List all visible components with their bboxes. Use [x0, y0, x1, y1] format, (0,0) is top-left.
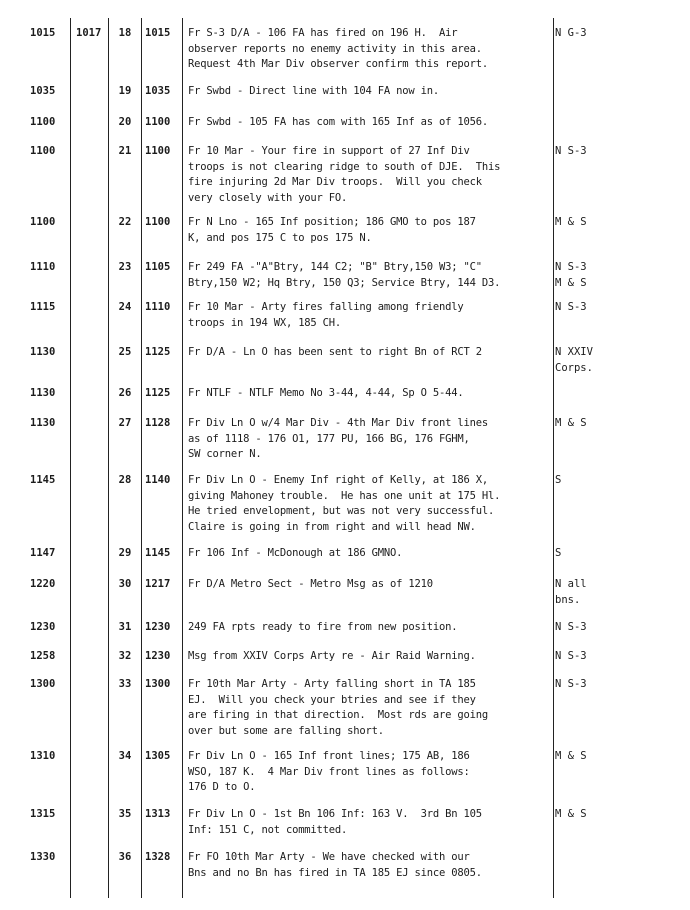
entry-msg-time: 1300 — [145, 678, 171, 690]
entry-distribution: S — [555, 547, 562, 559]
entry-text: Fr 106 Inf - McDonough at 186 GMNO. — [188, 547, 403, 559]
entry-distribution: N S-3 — [555, 650, 587, 662]
entry-number: 35 — [118, 808, 132, 820]
entry-distribution: M & S — [555, 750, 587, 762]
entry-distribution: M & S — [555, 808, 587, 820]
entry-number: 18 — [118, 27, 132, 39]
entry-number: 32 — [118, 650, 132, 662]
entry-msg-time: 1110 — [145, 301, 171, 313]
entry-text: Fr FO 10th Mar Arty - We have checked with our Bns and no Bn has fired in TA 185 EJ since 0805. — [188, 851, 482, 879]
entry-msg-time: 1305 — [145, 750, 171, 762]
entry-msg-time: 1313 — [145, 808, 171, 820]
entry-text: Fr Div Ln O - Enemy Inf right of Kelly, at 186 X, giving Mahoney trouble. He has one unit at 175 Hl. He tried envelopment, but was not very successful. Claire is going in from right and will head NW. — [188, 474, 501, 533]
entry-number: 21 — [118, 145, 132, 157]
entry-text: Fr 10 Mar - Your fire in support of 27 Inf Div troops is not clearing ridge to south of DJE. This fire injuring 2d Mar Div troops. Will you check very closely with your FO. — [188, 145, 501, 204]
entry-distribution: M & S — [555, 417, 587, 429]
entry-msg-time: 1140 — [145, 474, 171, 486]
entry-text: Fr Div Ln O - 1st Bn 106 Inf: 163 V. 3rd Bn 105 Inf: 151 C, not committed. — [188, 808, 482, 836]
entry-distribution: M & S — [555, 216, 587, 228]
entry-time: 1300 — [30, 678, 56, 690]
entry-number: 34 — [118, 750, 132, 762]
entry-msg-time: 1100 — [145, 216, 171, 228]
entry-text: Msg from XXIV Corps Arty re - Air Raid Warning. — [188, 650, 476, 662]
entry-distribution: N all bns. — [555, 578, 587, 606]
entry-text: Fr D/A Metro Sect - Metro Msg as of 1210 — [188, 578, 433, 590]
entry-msg-time: 1217 — [145, 578, 171, 590]
entry-time: 1110 — [30, 261, 56, 273]
entry-time: 1035 — [30, 85, 56, 97]
entry-number: 20 — [118, 116, 132, 128]
entry-text: Fr Div Ln O - 165 Inf front lines; 175 AB, 186 WSO, 187 K. 4 Mar Div front lines as follows: 176 D to O. — [188, 750, 470, 794]
entry-msg-time: 1328 — [145, 851, 171, 863]
entry-text: 249 FA rpts ready to fire from new position. — [188, 621, 458, 633]
entry-msg-time: 1100 — [145, 116, 171, 128]
entry-text: Fr N Lno - 165 Inf position; 186 GMO to pos 187 K, and pos 175 C to pos 175 N. — [188, 216, 476, 244]
entry-time: 1330 — [30, 851, 56, 863]
entry-number: 23 — [118, 261, 132, 273]
entry-msg-time: 1105 — [145, 261, 171, 273]
column-rule — [182, 18, 183, 898]
entry-distribution: N XXIV Corps. — [555, 346, 593, 374]
entry-time: 1100 — [30, 145, 56, 157]
column-rule — [108, 18, 109, 898]
entry-msg-time: 1035 — [145, 85, 171, 97]
entry-distribution: N G-3 — [555, 27, 587, 39]
entry-time: 1258 — [30, 650, 56, 662]
entry-text: Fr Swbd - 105 FA has com with 165 Inf as of 1056. — [188, 116, 488, 128]
entry-number: 27 — [118, 417, 132, 429]
entry-number: 26 — [118, 387, 132, 399]
entry-text: Fr D/A - Ln O has been sent to right Bn of RCT 2 — [188, 346, 482, 358]
entry-time: 1230 — [30, 621, 56, 633]
entry-msg-time: 1100 — [145, 145, 171, 157]
entry-distribution: N S-3 — [555, 145, 587, 157]
entry-number: 24 — [118, 301, 132, 313]
entry-text: Fr 10th Mar Arty - Arty falling short in TA 185 EJ. Will you check your btries and see if they are firing in that direction. Most rds are going over but some are falling short. — [188, 678, 488, 737]
column-rule — [141, 18, 142, 898]
entry-text: Fr NTLF - NTLF Memo No 3-44, 4-44, Sp O 5-44. — [188, 387, 464, 399]
entry-distribution: N S-3 — [555, 301, 587, 313]
entry-text: Fr Swbd - Direct line with 104 FA now in. — [188, 85, 439, 97]
entry-time: 1115 — [30, 301, 56, 313]
column-rule — [70, 18, 71, 898]
entry-msg-time: 1145 — [145, 547, 171, 559]
entry-number: 25 — [118, 346, 132, 358]
entry-time: 1147 — [30, 547, 56, 559]
entry-time: 1130 — [30, 417, 56, 429]
entry-number: 33 — [118, 678, 132, 690]
entry-number: 36 — [118, 851, 132, 863]
entry-number: 22 — [118, 216, 132, 228]
entry-distribution: N S-3 M & S — [555, 261, 587, 289]
entry-number: 30 — [118, 578, 132, 590]
entry-time: 1015 — [30, 27, 56, 39]
entry-msg-time: 1230 — [145, 650, 171, 662]
entry-number: 31 — [118, 621, 132, 633]
entry-time: 1315 — [30, 808, 56, 820]
entry-msg-time: 1125 — [145, 387, 171, 399]
entry-msg-time: 1125 — [145, 346, 171, 358]
entry-time: 1220 — [30, 578, 56, 590]
entry-msg-time: 1230 — [145, 621, 171, 633]
entry-msg-time: 1128 — [145, 417, 171, 429]
entry-time: 1145 — [30, 474, 56, 486]
entry-time: 1130 — [30, 387, 56, 399]
entry-text: Fr S-3 D/A - 106 FA has fired on 196 H. Air observer reports no enemy activity in this area. Request 4th Mar Div observer confirm this report. — [188, 27, 488, 71]
entry-text: Fr Div Ln O w/4 Mar Div - 4th Mar Div front lines as of 1118 - 176 O1, 177 PU, 166 BG, 176 FGHM, SW corner N. — [188, 417, 488, 461]
entry-text: Fr 10 Mar - Arty fires falling among friendly troops in 194 WX, 185 CH. — [188, 301, 464, 329]
entry-number: 29 — [118, 547, 132, 559]
entry-distribution: S — [555, 474, 562, 486]
entry-time: 1130 — [30, 346, 56, 358]
entry-text: Fr 249 FA -"A"Btry, 144 C2; "B" Btry,150 W3; "C" Btry,150 W2; Hq Btry, 150 Q3; Service Btry, 144 D3. — [188, 261, 501, 289]
entry-time: 1310 — [30, 750, 56, 762]
entry-number: 19 — [118, 85, 132, 97]
entry-seq: 1017 — [76, 27, 102, 39]
entry-msg-time: 1015 — [145, 27, 171, 39]
entry-distribution: N S-3 — [555, 621, 587, 633]
entry-time: 1100 — [30, 116, 56, 128]
entry-number: 28 — [118, 474, 132, 486]
entry-time: 1100 — [30, 216, 56, 228]
entry-distribution: N S-3 — [555, 678, 587, 690]
